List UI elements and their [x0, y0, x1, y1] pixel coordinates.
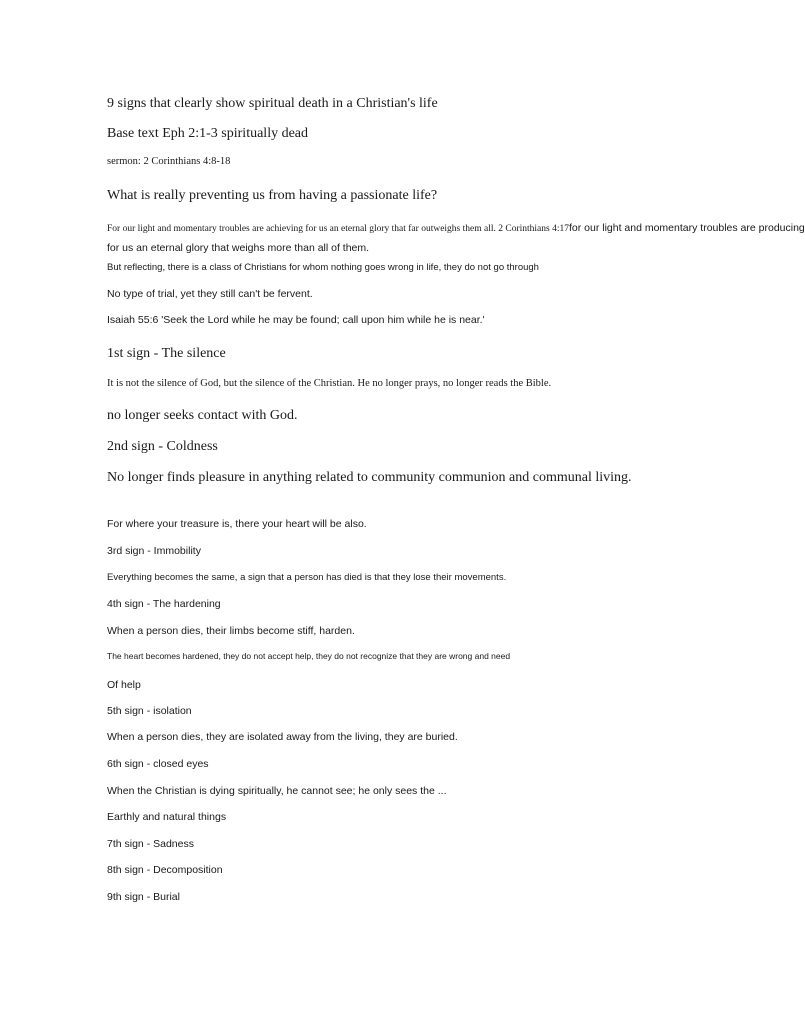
sign4-heading: 4th sign - The hardening [107, 598, 221, 610]
sign4-text-3: Of help [107, 679, 141, 691]
sign3-text: Everything becomes the same, a sign that a person has died is that they lose their movements. [107, 572, 507, 583]
paragraph-light-sans-b: for us an eternal glory that weighs more than all of them. [107, 242, 370, 254]
question-heading: What is really preventing us from having a passionate life? [107, 188, 438, 203]
sign5-text: When a person dies, they are isolated away from the living, they are buried. [107, 731, 458, 743]
sign7-heading: 7th sign - Sadness [107, 838, 194, 850]
sign5-heading: 5th sign - isolation [107, 705, 192, 717]
paragraph-light-sans-a: for our light and momentary troubles are producing [568, 222, 805, 234]
isaiah-quote: Isaiah 55:6 'Seek the Lord while he may be found; call upon him while he is near.' [107, 314, 485, 326]
sign8-heading: 8th sign - Decomposition [107, 864, 223, 876]
sermon-reference: sermon: 2 Corinthians 4:8-18 [107, 156, 231, 167]
sign2-heading: 2nd sign - Coldness [107, 439, 218, 454]
sign3-heading: 3rd sign - Immobility [107, 545, 201, 557]
reflecting-paragraph: But reflecting, there is a class of Christians for whom nothing goes wrong in life, they do not go through [107, 262, 539, 273]
sign9-heading: 9th sign - Burial [107, 891, 180, 903]
document-title: 9 signs that clearly show spiritual death in a Christian's life [107, 96, 438, 111]
sign4-text: When a person dies, their limbs become stiff, harden. [107, 625, 355, 637]
base-text-line: Base text Eph 2:1-3 spiritually dead [107, 126, 309, 141]
sign1-text: It is not the silence of God, but the silence of the Christian. He no longer prays, no longer reads the Bible. [107, 378, 552, 389]
treasure-quote: For where your treasure is, there your heart will be also. [107, 518, 367, 530]
sign1-heading: 1st sign - The silence [107, 346, 226, 361]
sign4-text-2: The heart becomes hardened, they do not accept help, they do not recognize that they are wrong and need [107, 651, 511, 661]
sign2-text: No longer finds pleasure in anything related to community communion and communal living. [107, 470, 632, 485]
paragraph-light-troubles [107, 218, 805, 257]
sign6-text: When the Christian is dying spiritually, he cannot see; he only sees the ... [107, 785, 447, 797]
sign6-text-2: Earthly and natural things [107, 811, 227, 823]
no-trial-paragraph: No type of trial, yet they still can't be fervent. [107, 288, 313, 300]
sign1-text-2: no longer seeks contact with God. [107, 408, 298, 423]
paragraph-light-serif: For our light and momentary troubles are achieving for us an eternal glory that far outweighs them all. 2 Corinthians 4:17 [107, 224, 569, 234]
sign6-heading: 6th sign - closed eyes [107, 758, 209, 770]
